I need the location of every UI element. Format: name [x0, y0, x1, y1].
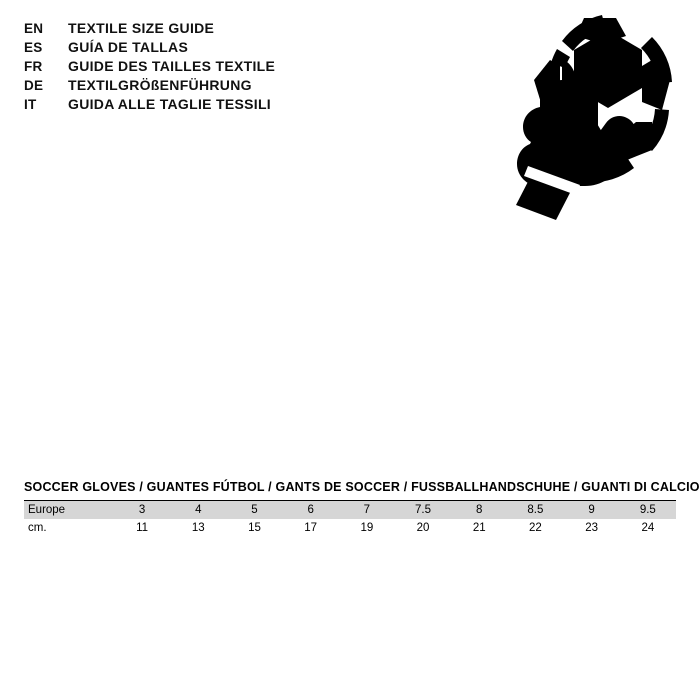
table-cell: 8.5 — [527, 504, 544, 516]
language-row-en — [24, 20, 444, 36]
table-cell: 6 — [307, 504, 314, 516]
table-cell: 7 — [363, 504, 371, 516]
row-label-cm: cm. — [28, 522, 47, 534]
table-cell: 7.5 — [415, 504, 432, 516]
language-row-de — [24, 77, 444, 93]
size-table — [24, 501, 676, 537]
language-title-it: GUIDA ALLE TAGLIE TESSILI — [68, 96, 271, 112]
table-cell: 19 — [360, 522, 374, 534]
table-cell: 11 — [136, 522, 149, 534]
table-cell: 8 — [476, 504, 483, 516]
table-cell: 20 — [416, 522, 430, 534]
table-cell: 22 — [529, 522, 542, 534]
row-label-europe: Europe — [28, 504, 66, 516]
table-cell: 13 — [191, 522, 205, 534]
language-title-en: TEXTILE SIZE GUIDE — [68, 20, 215, 36]
soccer-glove-and-ball-icon — [456, 10, 676, 225]
language-code-fr: FR — [24, 59, 43, 74]
table-cell: 9 — [588, 504, 595, 516]
table-cell: 23 — [585, 522, 598, 534]
language-title-de: TEXTILGRÖßENFÜHRUNG — [68, 77, 252, 93]
table-row — [24, 501, 676, 519]
language-row-it — [24, 96, 444, 112]
table-cell: 24 — [641, 522, 655, 534]
table-row — [24, 519, 676, 537]
language-code-en: EN — [24, 21, 44, 36]
table-cell: 15 — [248, 522, 261, 534]
language-code-es: ES — [24, 40, 43, 55]
table-cell: 3 — [138, 504, 146, 516]
size-table-heading: SOCCER GLOVES / GUANTES FÚTBOL / GANTS DE SOCCER / FUSSBALLHANDSCHUHE / GUANTI DI CALCIO — [24, 480, 700, 494]
table-cell: 5 — [251, 504, 258, 516]
language-code-it: IT — [24, 97, 37, 112]
language-row-fr — [24, 58, 444, 74]
language-title-es: GUÍA DE TALLAS — [68, 39, 189, 55]
language-row-es — [24, 39, 444, 55]
size-table-block — [24, 480, 700, 537]
language-code-de: DE — [24, 78, 44, 93]
table-cell: 17 — [304, 522, 318, 534]
language-title-list — [24, 20, 444, 115]
table-cell: 4 — [195, 504, 202, 516]
table-cell: 9.5 — [639, 504, 656, 516]
table-cell: 21 — [472, 522, 486, 534]
language-title-fr: GUIDE DES TAILLES TEXTILE — [68, 58, 276, 74]
